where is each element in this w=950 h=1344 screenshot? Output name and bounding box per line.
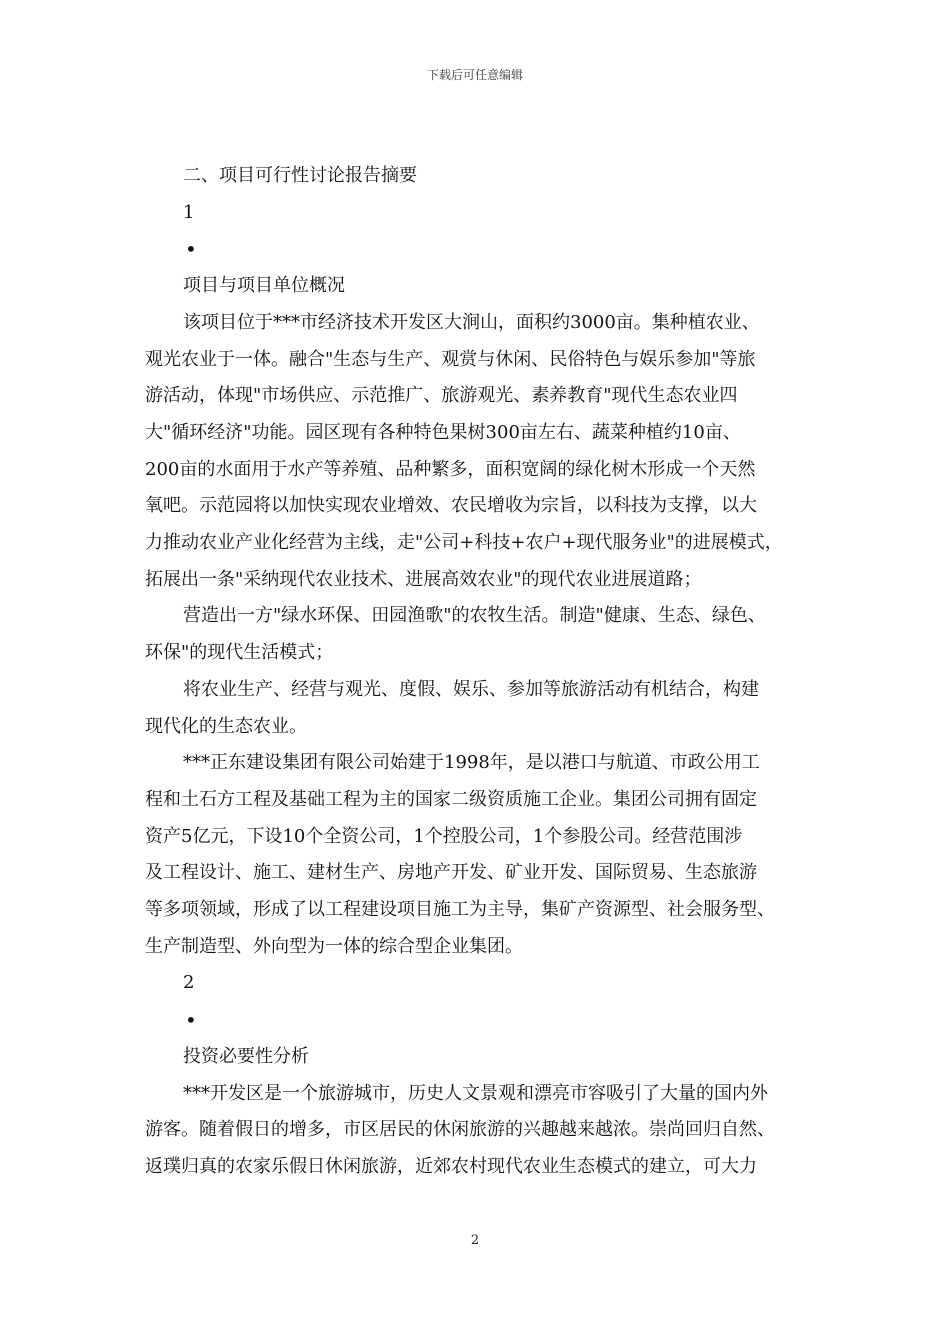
- subsection-title-2: 投资必要性分析: [183, 1045, 309, 1067]
- paragraph-line: 营造出一方"绿水环保、田园渔歌"的农牧生活。制造"健康、生态、绿色、: [183, 605, 766, 627]
- paragraph-line: ***开发区是一个旅游城市，历史人文景观和漂亮市容吸引了大量的国内外: [183, 1082, 768, 1104]
- paragraph-line: 观光农业于一体。融合"生态与生产、观赏与休闲、民俗特色与娱乐参加"等旅: [145, 348, 756, 370]
- page-number: 2: [470, 1233, 480, 1248]
- header-note: 下载后可任意编辑: [426, 68, 523, 82]
- paragraph-lifestyle: [145, 598, 815, 671]
- bullet-2: •: [185, 1008, 197, 1033]
- paragraph-line: 程和土石方工程及基础工程为主的国家二级资质施工企业。集团公司拥有固定: [145, 788, 757, 810]
- paragraph-line: 现代化的生态农业。: [145, 715, 307, 737]
- paragraph-line: 及工程设计、施工、建材生产、房地产开发、矿业开发、国际贸易、生态旅游: [145, 862, 757, 884]
- paragraph-line: 生产制造型、外向型为一体的综合型企业集团。: [145, 935, 523, 957]
- paragraph-line: 力推动农业产业化经营为主线，走"公司+科技+农户+现代服务业"的进展模式，: [145, 532, 783, 554]
- paragraph-line: 将农业生产、经营与观光、度假、娱乐、参加等旅游活动有机结合，构建: [183, 678, 759, 700]
- bullet-1: •: [185, 237, 197, 262]
- paragraph-eco-agriculture: [145, 672, 815, 745]
- paragraph-line: 环保"的现代生活模式；: [145, 642, 334, 664]
- paragraph-line: ***正东建设集团有限公司始建于1998年，是以港口与航道、市政公用工: [183, 752, 760, 774]
- paragraph-line: 大"循环经济"功能。园区现有各种特色果树300亩左右、蔬菜种植约10亩、: [145, 421, 741, 443]
- section-heading: 二、项目可行性讨论报告摘要: [183, 165, 417, 186]
- paragraph-company-profile: [145, 745, 815, 965]
- paragraph-line: 该项目位于***市经济技术开发区大涧山，面积约3000亩。集种植农业、: [183, 311, 760, 333]
- paragraph-line: 氧吧。示范园将以加快实现农业增效、农民增收为宗旨，以科技为支撑，以大: [145, 495, 757, 517]
- document-body: [145, 158, 815, 1186]
- paragraph-project-overview: [145, 305, 815, 599]
- paragraph-line: 200亩的水面用于水产等养殖、品种繁多，面积宽阔的绿化树木形成一个天然: [145, 458, 756, 480]
- paragraph-line: 等多项领域，形成了以工程建设项目施工为主导，集矿产资源型、社会服务型、: [145, 899, 775, 921]
- paragraph-line: 游客。随着假日的增多，市区居民的休闲旅游的兴趣越来越浓。崇尚回归自然、: [145, 1119, 775, 1141]
- paragraph-line: 拓展出一条"采纳现代农业技术、进展高效农业"的现代农业进展道路；: [145, 568, 702, 590]
- subsection-title-1: 项目与项目单位概况: [183, 275, 345, 297]
- paragraph-line: 返璞归真的农家乐假日休闲旅游，近郊农村现代农业生态模式的建立，可大力: [145, 1155, 757, 1177]
- paragraph-line: 资产5亿元，下设10个全资公司，1个控股公司，1个参股公司。经营范围涉: [145, 825, 743, 847]
- paragraph-line: 游活动，体现"市场供应、示范推广、旅游观光、素养教育"现代生态农业四: [145, 385, 738, 407]
- subsection-number-1: 1: [183, 201, 195, 223]
- paragraph-investment-necessity: [145, 1076, 815, 1186]
- subsection-number-2: 2: [183, 972, 195, 994]
